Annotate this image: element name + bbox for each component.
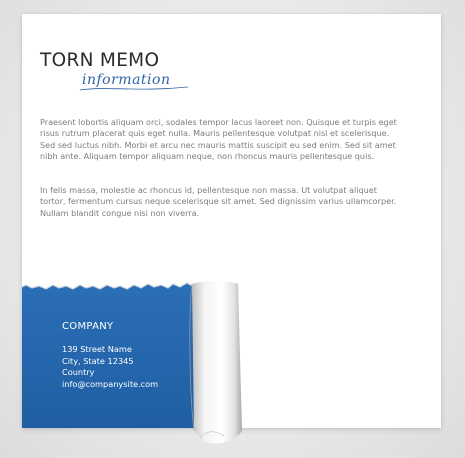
address-country: Country: [62, 367, 95, 377]
paper-curl: [186, 280, 246, 448]
torn-paper-edge: [22, 274, 198, 296]
address-city-state: City, State 12345: [62, 355, 134, 366]
body-paragraph-1: Praesent lobortis aliquam orci, sodales tempor lacus laoreet non. Quisque et turpis eget risus rutrum placerat quis eget nulla. Mauris pellentesque volutpat nisl et scelerisque. Sed sed luctus nibh. Morbi et arcu nec mauris mattis suscipit eu sed enim. Sed sit amet nibh ante. Aliquam tempor aliquam neque, non rhoncus mauris pellentesque quis.: [40, 117, 397, 162]
body-paragraph-2: In felis massa, molestie ac rhoncus id, pellentesque non massa. Ut volutpat aliquet tortor, fermentum cursus neque scelerisque sit amet. Sed dignissim varius ullamcorper. Nullam blandit congue nisi non viverra.: [40, 185, 397, 218]
subtitle-underline-stroke: [78, 83, 190, 93]
contact-email: info@companysite.com: [62, 378, 159, 389]
memo-title: TORN MEMO: [40, 50, 160, 71]
address-street: 139 Street Name: [62, 344, 132, 354]
company-name: COMPANY: [62, 321, 114, 332]
memo-subtitle: information: [82, 72, 171, 88]
